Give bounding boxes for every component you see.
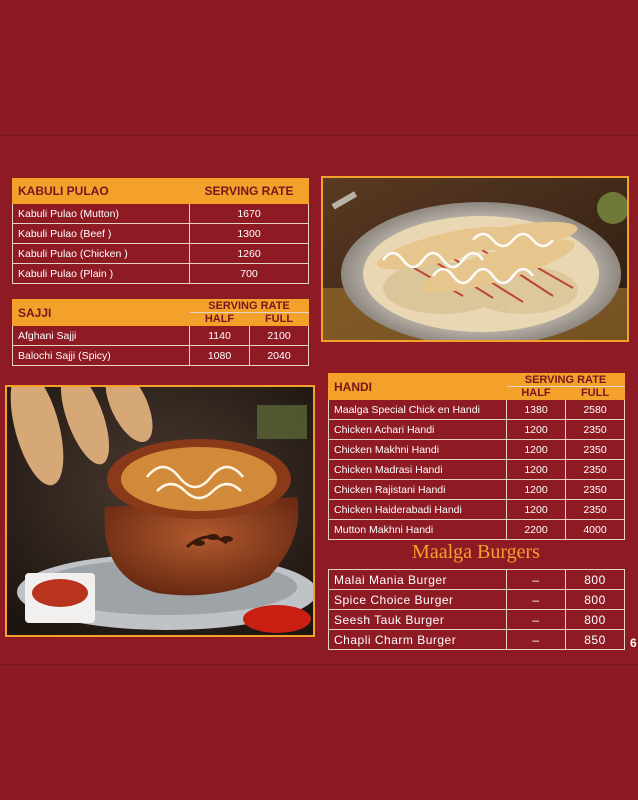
full-price: 2350 — [566, 500, 625, 520]
menu-row — [329, 480, 625, 500]
item-name: Chicken Madrasi Handi — [329, 460, 507, 480]
menu-row — [13, 264, 309, 284]
item-name: Maalga Special Chick en Handi — [329, 400, 507, 420]
menu-row — [13, 346, 309, 366]
item-name: Chicken Rajistani Handi — [329, 480, 507, 500]
half-price: – — [507, 590, 566, 610]
section-title: HANDI — [329, 374, 507, 400]
half-price: 1200 — [507, 480, 566, 500]
item-price: 1260 — [190, 244, 309, 264]
half-price: 1200 — [507, 460, 566, 480]
item-name: Malai Mania Burger — [329, 570, 507, 590]
menu-row — [13, 224, 309, 244]
half-price: 2200 — [507, 520, 566, 540]
full-price: 2350 — [566, 480, 625, 500]
menu-row — [329, 500, 625, 520]
full-header: FULL — [566, 387, 625, 400]
item-name: Spice Choice Burger — [329, 590, 507, 610]
item-name: Kabuli Pulao (Plain ) — [13, 264, 190, 284]
full-price: 2580 — [566, 400, 625, 420]
full-price: 2040 — [250, 346, 309, 366]
kabuli-pulao-photo — [321, 176, 629, 342]
half-price: – — [507, 570, 566, 590]
section-title: SAJJI — [13, 300, 190, 326]
menu-row — [13, 204, 309, 224]
menu-row — [329, 420, 625, 440]
full-price: 850 — [566, 630, 625, 650]
menu-row — [329, 630, 625, 650]
full-price: 2350 — [566, 440, 625, 460]
half-price: 1140 — [190, 326, 250, 346]
burgers-title: Maalga Burgers — [412, 541, 540, 563]
half-price: 1200 — [507, 440, 566, 460]
menu-row — [13, 326, 309, 346]
item-price: 1300 — [190, 224, 309, 244]
handi-illustration — [7, 387, 313, 635]
rate-header: SERVING RATE — [507, 374, 625, 387]
menu-row — [329, 460, 625, 480]
full-price: 800 — [566, 610, 625, 630]
item-name: Seesh Tauk Burger — [329, 610, 507, 630]
item-name: Chicken Makhni Handi — [329, 440, 507, 460]
half-price: 1380 — [507, 400, 566, 420]
full-header: FULL — [250, 313, 309, 326]
full-price: 800 — [566, 590, 625, 610]
half-price: – — [507, 630, 566, 650]
section-title: KABULI PULAO — [13, 179, 190, 204]
menu-row — [329, 440, 625, 460]
sajji-table — [12, 299, 309, 366]
menu-row — [329, 520, 625, 540]
handi-table — [328, 373, 625, 540]
full-price: 800 — [566, 570, 625, 590]
half-price: – — [507, 610, 566, 630]
item-name: Afghani Sajji — [13, 326, 190, 346]
half-header: HALF — [190, 313, 250, 326]
kabuli-pulao-table — [12, 178, 309, 284]
half-price: 1200 — [507, 420, 566, 440]
half-price: 1200 — [507, 500, 566, 520]
half-price: 1080 — [190, 346, 250, 366]
menu-row — [329, 400, 625, 420]
item-price: 700 — [190, 264, 309, 284]
item-name: Balochi Sajji (Spicy) — [13, 346, 190, 366]
item-name: Kabuli Pulao (Beef ) — [13, 224, 190, 244]
rate-header: SERVING RATE — [190, 300, 309, 313]
half-header: HALF — [507, 387, 566, 400]
full-price: 2100 — [250, 326, 309, 346]
full-price: 2350 — [566, 420, 625, 440]
bottom-band — [0, 664, 638, 800]
full-price: 2350 — [566, 460, 625, 480]
item-name: Mutton Makhni Handi — [329, 520, 507, 540]
item-name: Chicken Achari Handi — [329, 420, 507, 440]
item-name: Chicken Haiderabadi Handi — [329, 500, 507, 520]
rate-header: SERVING RATE — [190, 179, 309, 204]
burgers-table — [328, 569, 625, 650]
full-price: 4000 — [566, 520, 625, 540]
page-number: 6 — [630, 636, 637, 650]
item-price: 1670 — [190, 204, 309, 224]
pulao-platter-illustration — [323, 178, 627, 340]
handi-photo — [5, 385, 315, 637]
item-name: Kabuli Pulao (Chicken ) — [13, 244, 190, 264]
item-name: Chapli Charm Burger — [329, 630, 507, 650]
item-name: Kabuli Pulao (Mutton) — [13, 204, 190, 224]
menu-row — [13, 244, 309, 264]
menu-row — [329, 570, 625, 590]
menu-row — [329, 610, 625, 630]
menu-row — [329, 590, 625, 610]
top-band — [0, 0, 638, 136]
